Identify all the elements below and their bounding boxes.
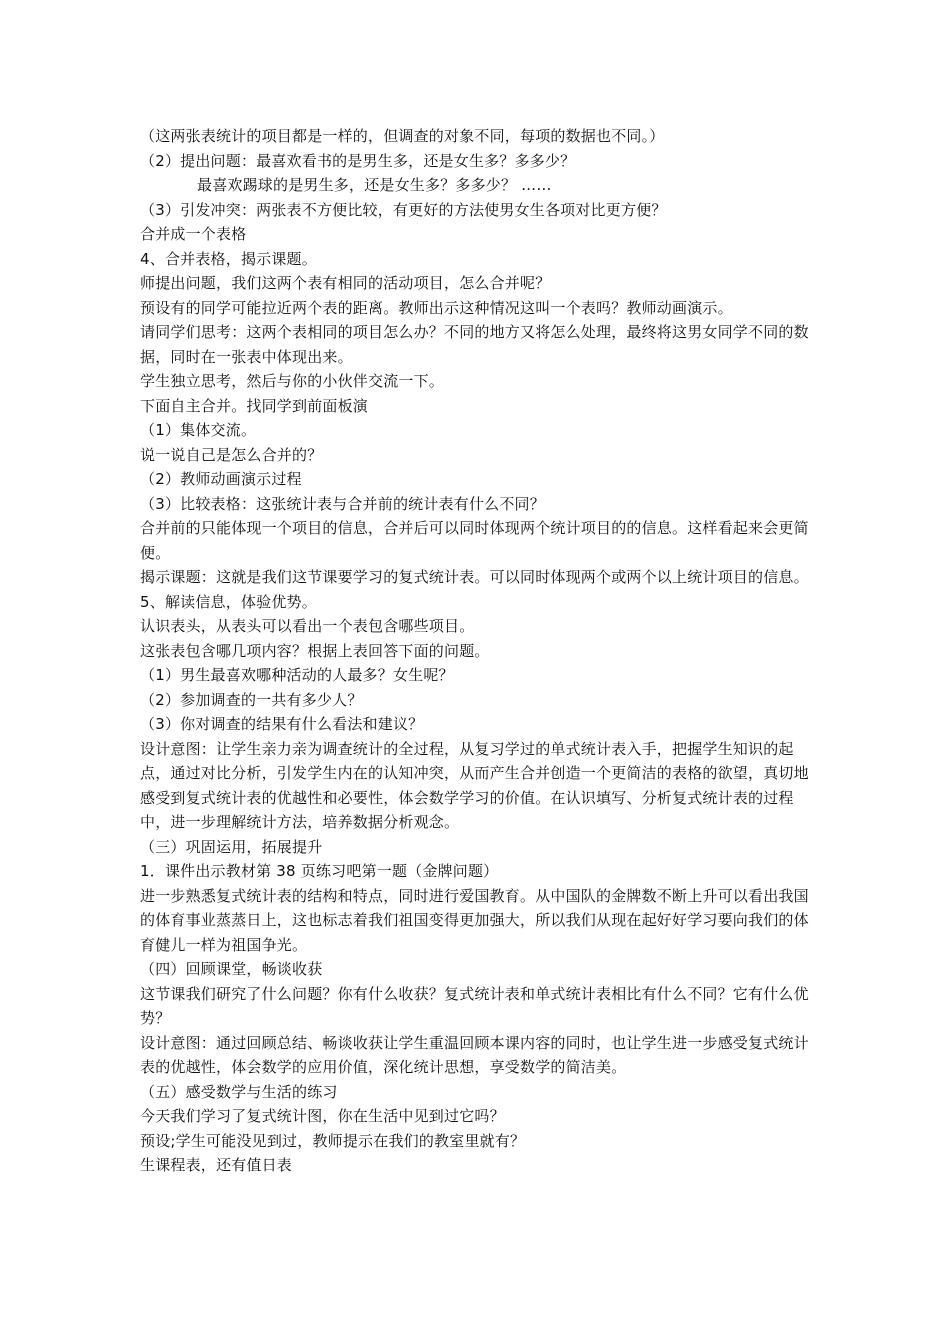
document-body [140, 124, 810, 1178]
paragraph: 揭示课题：这就是我们这节课要学习的复式统计表。可以同时体现两个或两个以上统计项目的信息。 [140, 568, 809, 586]
paragraph: 预设;学生可能没见到过，教师提示在我们的教室里就有？ [140, 1131, 526, 1150]
paragraph: 合并前的只能体现一个项目的信息，合并后可以同时体现两个统计项目的的信息。这样看起来会更简便。 [140, 519, 809, 562]
paragraph: 最喜欢踢球的是男生多，还是女生多？多多少？ …… [197, 176, 552, 194]
section-heading: 4、合并表格，揭示课题。 [140, 249, 317, 268]
paragraph: （1）男生最喜欢哪种活动的人最多？女生呢？ [140, 666, 454, 684]
paragraph: 生课程表，还有值日表 [140, 1156, 293, 1174]
paragraph: 这节课我们研究了什么问题？你有什么收获？复式统计表和单式统计表相比有什么不同？它有什么优势？ [140, 984, 809, 1027]
paragraph: 下面自主合并。找同学到前面板演 [140, 396, 369, 415]
paragraph: （2）提出问题：最喜欢看书的是男生多，还是女生多？多多少？ [140, 151, 576, 170]
paragraph: 今天我们学习了复式统计图，你在生活中见到过它吗？ [140, 1107, 505, 1125]
paragraph: （这两张表统计的项目都是一样的，但调查的对象不同，每项的数据也不同。） [140, 127, 665, 145]
paragraph: （1）集体交流。 [140, 421, 257, 439]
paragraph: （2）教师动画演示过程 [140, 470, 302, 488]
paragraph: 进一步熟悉复式统计表的结构和特点，同时进行爱国教育。从中国队的金牌数不断上升可以看出我国的体育事业蒸蒸日上，这也标志着我们祖国变得更加强大，所以我们从现在起好好学习要向我们的体育健儿一样为祖国争光。 [140, 886, 809, 954]
paragraph: 1．课件出示教材第 38 页练习吧第一题（金牌问题） [140, 862, 499, 880]
section-heading: （三）巩固运用，拓展提升 [140, 837, 323, 856]
paragraph: 设计意图：让学生亲力亲为调查统计的全过程，从复习学过的单式统计表入手，把握学生知识的起点，通过对比分析，引发学生内在的认知冲突，从而产生合并创造一个更简洁的表格的欲望，真切地感受到复式统计表的优越性和必要性，体会数学学习的价值。在认识填写、分析复式统计表的过程中，进一步理解统计方法，培养数据分析观念。 [140, 739, 809, 831]
paragraph: 预设有的同学可能拉近两个表的距离。教师出示这种情况这叫一个表吗？教师动画演示。 [140, 298, 733, 317]
paragraph: （3）你对调查的结果有什么看法和建议？ [140, 715, 424, 733]
paragraph: 这张表包含哪几项内容？根据上表回答下面的问题。 [140, 641, 490, 660]
paragraph: 师提出问题，我们这两个表有相同的活动项目，怎么合并呢？ [140, 274, 551, 292]
paragraph: 设计意图：通过回顾总结、畅谈收获让学生重温回顾本课内容的同时，也让学生进一步感受复式统计表的优越性，体会数学的应用价值，深化统计思想，享受数学的简洁美。 [140, 1033, 809, 1076]
paragraph: 请同学们思考：这两个表相同的项目怎么办？不同的地方又将怎么处理，最终将这男女同学不同的数据，同时在一张表中体现出来。 [140, 323, 809, 366]
section-heading: （五）感受数学与生活的练习 [140, 1082, 338, 1101]
paragraph: （3）引发冲突：两张表不方便比较，有更好的方法使男女生各项对比更方便？ [140, 200, 667, 219]
paragraph: （2）参加调查的一共有多少人？ [140, 690, 363, 709]
paragraph: 说一说自己是怎么合并的？ [140, 445, 323, 464]
paragraph: 合并成一个表格 [140, 225, 247, 243]
paragraph: （3）比较表格：这张统计表与合并前的统计表有什么不同？ [140, 494, 545, 513]
section-heading: （四）回顾课堂，畅谈收获 [140, 960, 323, 978]
paragraph: 学生独立思考，然后与你的小伙伴交流一下。 [140, 372, 445, 390]
section-heading: 5、解读信息，体验优势。 [140, 592, 317, 611]
paragraph: 认识表头，从表头可以看出一个表包含哪些项目。 [140, 617, 475, 635]
